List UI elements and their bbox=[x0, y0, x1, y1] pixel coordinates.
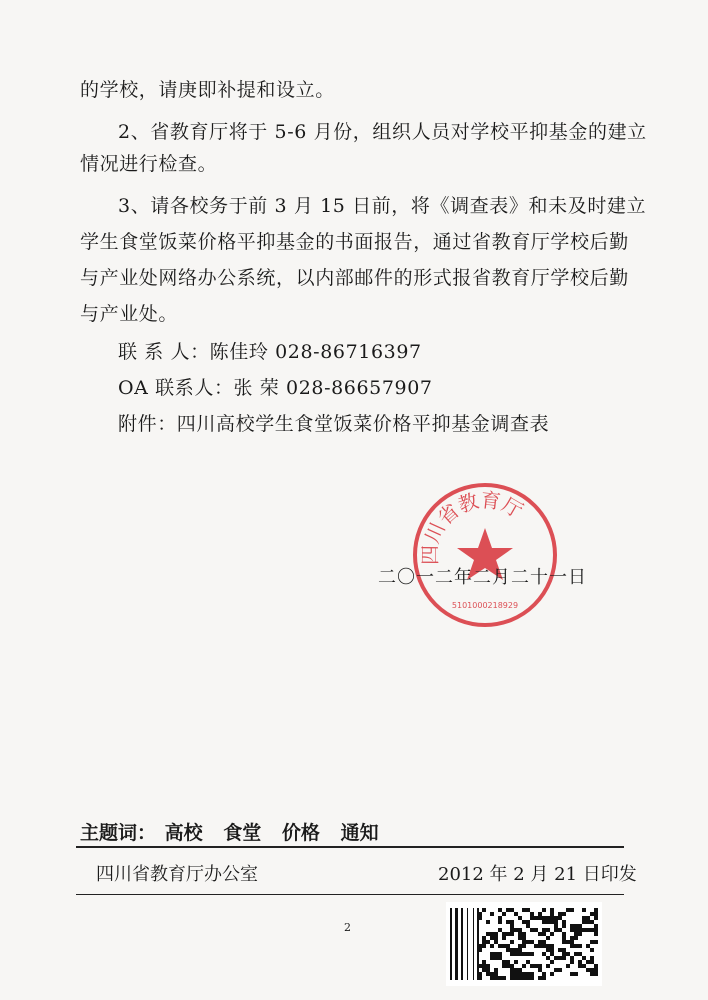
attachment-line: 附件：四川高校学生食堂饭菜价格平抑基金调查表 bbox=[118, 413, 550, 435]
issuer: 四川省教育厅办公室 bbox=[96, 864, 258, 885]
body-line-7: 与产业处。 bbox=[80, 303, 179, 325]
keywords-block bbox=[80, 818, 393, 845]
seal-number: 5101000218929 bbox=[451, 601, 519, 610]
seal-text: 四川省教育厅 bbox=[417, 487, 528, 566]
signature-date: 二〇一二年二月二十一日 bbox=[378, 567, 587, 588]
contact-line: 联 系 人：陈佳玲 028-86716397 bbox=[118, 341, 422, 363]
issue-date: 2012 年 2 月 21 日印发 bbox=[438, 864, 637, 885]
keyword-item: 高校 bbox=[164, 822, 203, 844]
official-seal-icon bbox=[410, 480, 560, 630]
page-number: 2 bbox=[344, 921, 351, 934]
body-line-5: 学生食堂饭菜价格平抑基金的书面报告，通过省教育厅学校后勤 bbox=[80, 231, 629, 253]
body-line-1: 的学校，请庚即补提和设立。 bbox=[80, 79, 335, 101]
body-line-6: 与产业处网络办公系统，以内部邮件的形式报省教育厅学校后勤 bbox=[80, 267, 629, 289]
keyword-item: 价格 bbox=[281, 822, 320, 844]
body-line-3: 情况进行检查。 bbox=[80, 153, 218, 175]
body-line-4: 3、请各校务于前 3 月 15 日前，将《调查表》和未及时建立 bbox=[118, 195, 647, 217]
barcode-icon bbox=[446, 902, 602, 986]
keywords-label: 主题词： bbox=[80, 822, 157, 844]
keyword-item: 通知 bbox=[340, 822, 379, 844]
oa-contact-line: OA 联系人：张 荣 028-86657907 bbox=[118, 377, 433, 399]
body-line-2: 2、省教育厅将于 5-6 月份，组织人员对学校平抑基金的建立 bbox=[118, 121, 647, 143]
footer-divider-bottom bbox=[76, 894, 624, 895]
keyword-item: 食堂 bbox=[223, 822, 262, 844]
footer-divider-top bbox=[76, 846, 624, 848]
